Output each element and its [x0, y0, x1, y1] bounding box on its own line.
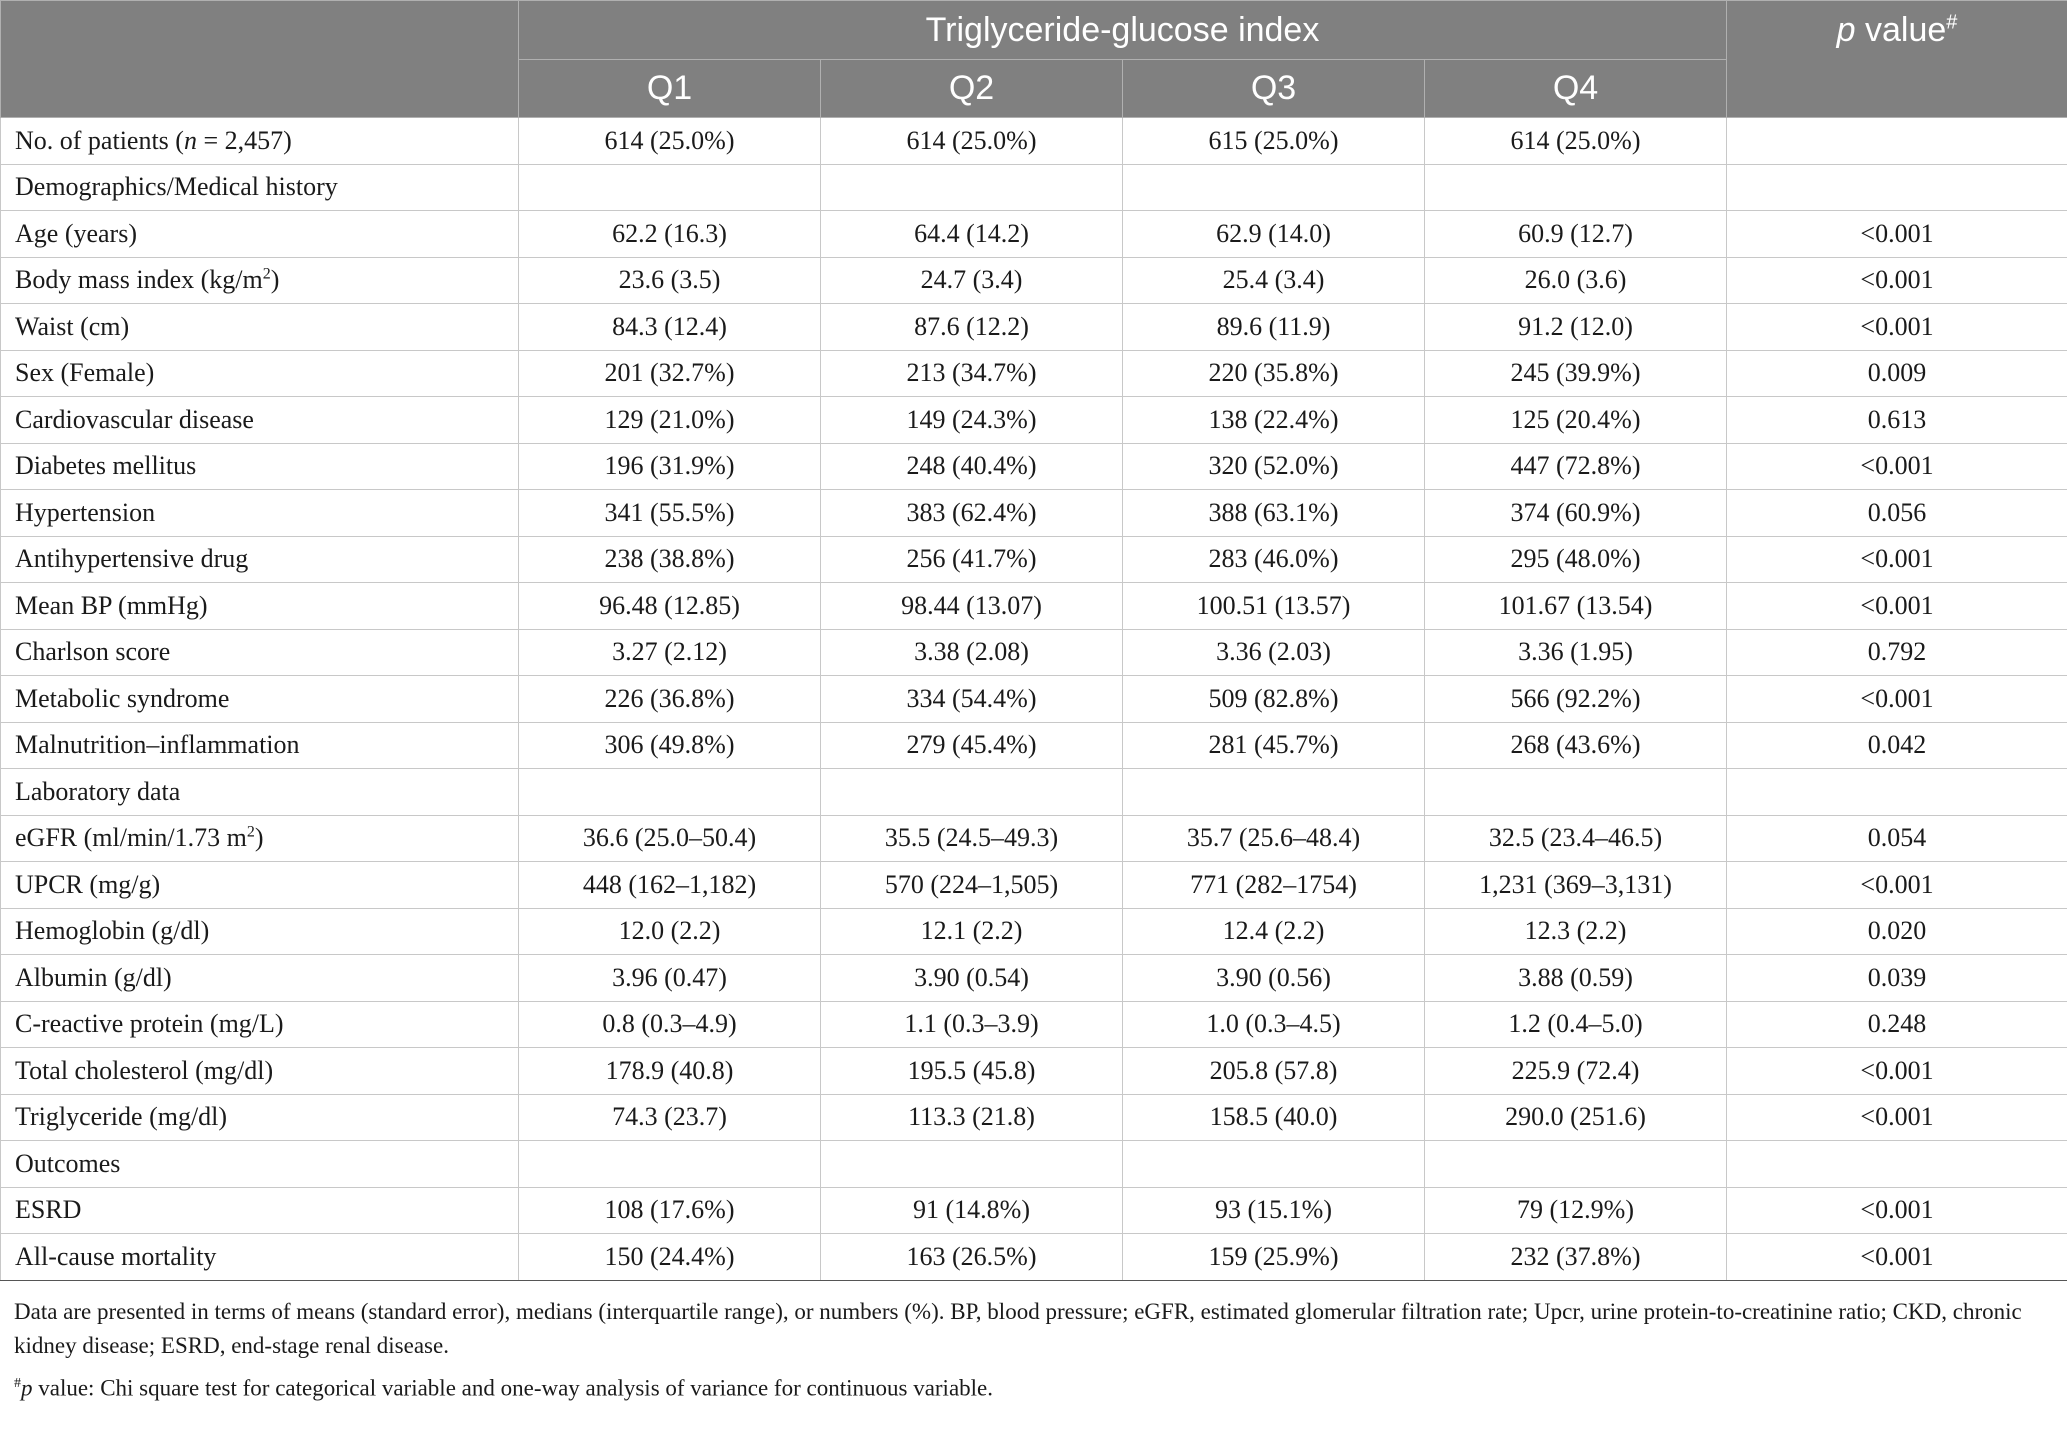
table-row	[1, 629, 2067, 676]
row-label-text: eGFR (ml/min/1.73 m	[15, 823, 247, 853]
cell-p-value: 0.020	[1727, 908, 2067, 955]
cell-q1: 74.3 (23.7)	[519, 1094, 821, 1141]
table-row	[1, 1048, 2067, 1095]
cell-q2: 383 (62.4%)	[821, 490, 1123, 537]
cell-q2	[821, 1141, 1123, 1188]
cell-q2: 64.4 (14.2)	[821, 211, 1123, 258]
row-label-text: Total cholesterol (mg/dl)	[15, 1055, 274, 1085]
row-label-text: Albumin (g/dl)	[15, 962, 172, 992]
table-row	[1, 722, 2067, 769]
row-label	[1, 443, 519, 490]
row-label	[1, 815, 519, 862]
row-label	[1, 304, 519, 351]
cell-q1: 12.0 (2.2)	[519, 908, 821, 955]
header-q3: Q3	[1123, 60, 1425, 118]
cell-q2: 256 (41.7%)	[821, 536, 1123, 583]
row-label	[1, 490, 519, 537]
p-label-rest: value	[1855, 11, 1947, 49]
cell-q3: 62.9 (14.0)	[1123, 211, 1425, 258]
cell-q1: 36.6 (25.0–50.4)	[519, 815, 821, 862]
cell-q3: 159 (25.9%)	[1123, 1234, 1425, 1281]
cell-q2: 149 (24.3%)	[821, 397, 1123, 444]
cell-q4: 12.3 (2.2)	[1425, 908, 1727, 955]
row-label	[1, 955, 519, 1002]
cell-q3: 388 (63.1%)	[1123, 490, 1425, 537]
cell-q2: 213 (34.7%)	[821, 350, 1123, 397]
cell-p-value	[1727, 164, 2067, 211]
row-label	[1, 397, 519, 444]
row-label	[1, 211, 519, 258]
table-row	[1, 1094, 2067, 1141]
row-label-text: Cardiovascular disease	[15, 404, 254, 434]
row-label	[1, 722, 519, 769]
row-label	[1, 257, 519, 304]
cell-q2	[821, 769, 1123, 816]
cell-q2: 35.5 (24.5–49.3)	[821, 815, 1123, 862]
cell-q3: 1.0 (0.3–4.5)	[1123, 1001, 1425, 1048]
cell-q4	[1425, 1141, 1727, 1188]
cell-q1: 614 (25.0%)	[519, 118, 821, 165]
footnote-p-text: value: Chi square test for categorical variable and one-way analysis of variance for continuous variable.	[32, 1375, 994, 1401]
cell-q1: 448 (162–1,182)	[519, 862, 821, 909]
cell-q2: 24.7 (3.4)	[821, 257, 1123, 304]
cell-q4: 125 (20.4%)	[1425, 397, 1727, 444]
cell-p-value: <0.001	[1727, 1048, 2067, 1095]
cell-q3	[1123, 769, 1425, 816]
cell-q3: 509 (82.8%)	[1123, 676, 1425, 723]
cell-q4: 245 (39.9%)	[1425, 350, 1727, 397]
cell-q4: 60.9 (12.7)	[1425, 211, 1727, 258]
table-row	[1, 862, 2067, 909]
footnote-abbreviations: Data are presented in terms of means (standard error), medians (interquartile range), or numbers (%). BP, blood pressure; eGFR, estimated glomerular filtration rate; Upcr, urine protein-to-creatinine ratio; CKD, chronic kidney disease; ESRD, end-stage renal disease.	[14, 1298, 2022, 1358]
cell-q2: 614 (25.0%)	[821, 118, 1123, 165]
cell-q1: 62.2 (16.3)	[519, 211, 821, 258]
cell-q4: 3.88 (0.59)	[1425, 955, 1727, 1002]
cell-q1: 108 (17.6%)	[519, 1187, 821, 1234]
footnote-mark: #	[14, 1375, 21, 1391]
cell-p-value: 0.613	[1727, 397, 2067, 444]
cell-q4: 447 (72.8%)	[1425, 443, 1727, 490]
cell-q2: 163 (26.5%)	[821, 1234, 1123, 1281]
cell-q3: 100.51 (13.57)	[1123, 583, 1425, 630]
cell-q4: 1.2 (0.4–5.0)	[1425, 1001, 1727, 1048]
table-row	[1, 397, 2067, 444]
table-row	[1, 1001, 2067, 1048]
cell-q2	[821, 164, 1123, 211]
cell-q4	[1425, 769, 1727, 816]
table-body	[1, 118, 2067, 1281]
cell-q1: 129 (21.0%)	[519, 397, 821, 444]
table-row	[1, 443, 2067, 490]
cell-q2: 12.1 (2.2)	[821, 908, 1123, 955]
table-row	[1, 1187, 2067, 1234]
table-row	[1, 815, 2067, 862]
table-row	[1, 769, 2067, 816]
cell-p-value: <0.001	[1727, 211, 2067, 258]
cell-q1: 96.48 (12.85)	[519, 583, 821, 630]
cell-q1: 0.8 (0.3–4.9)	[519, 1001, 821, 1048]
cell-q3: 12.4 (2.2)	[1123, 908, 1425, 955]
cell-q2: 1.1 (0.3–3.9)	[821, 1001, 1123, 1048]
header-blank-cell	[1, 1, 519, 118]
row-label-superscript: 2	[262, 265, 271, 283]
cell-q4: 374 (60.9%)	[1425, 490, 1727, 537]
cell-p-value: <0.001	[1727, 443, 2067, 490]
row-label	[1, 536, 519, 583]
cell-q3: 220 (35.8%)	[1123, 350, 1425, 397]
row-label-text: Outcomes	[15, 1148, 121, 1178]
row-label-text: All-cause mortality	[15, 1241, 217, 1271]
row-label-text: Hemoglobin (g/dl)	[15, 916, 210, 946]
row-label	[1, 908, 519, 955]
cell-q1	[519, 769, 821, 816]
cell-q2: 3.38 (2.08)	[821, 629, 1123, 676]
cell-q4: 566 (92.2%)	[1425, 676, 1727, 723]
row-label-tail: = 2,457)	[196, 125, 292, 155]
cell-q3: 35.7 (25.6–48.4)	[1123, 815, 1425, 862]
row-label	[1, 862, 519, 909]
cell-q4: 290.0 (251.6)	[1425, 1094, 1727, 1141]
row-label	[1, 629, 519, 676]
cell-q1: 238 (38.8%)	[519, 536, 821, 583]
row-label-tail: )	[254, 823, 264, 853]
cell-q1: 306 (49.8%)	[519, 722, 821, 769]
cell-q3: 89.6 (11.9)	[1123, 304, 1425, 351]
row-label-text: C-reactive protein (mg/L)	[15, 1009, 284, 1039]
row-label-text: No. of patients (	[15, 125, 184, 155]
table-row	[1, 304, 2067, 351]
cell-p-value	[1727, 1141, 2067, 1188]
cell-q4: 26.0 (3.6)	[1425, 257, 1727, 304]
table-row	[1, 583, 2067, 630]
table-row	[1, 257, 2067, 304]
cell-p-value: 0.056	[1727, 490, 2067, 537]
cell-q4: 225.9 (72.4)	[1425, 1048, 1727, 1095]
cell-q4: 295 (48.0%)	[1425, 536, 1727, 583]
cell-q2: 570 (224–1,505)	[821, 862, 1123, 909]
cell-p-value	[1727, 769, 2067, 816]
cell-q3: 93 (15.1%)	[1123, 1187, 1425, 1234]
table-row	[1, 536, 2067, 583]
row-label-text: Laboratory data	[15, 776, 181, 806]
table-row	[1, 955, 2067, 1002]
row-label	[1, 583, 519, 630]
row-label-superscript: 2	[246, 823, 255, 841]
cell-p-value: <0.001	[1727, 1094, 2067, 1141]
table-row	[1, 211, 2067, 258]
cell-q1: 178.9 (40.8)	[519, 1048, 821, 1095]
table-row	[1, 164, 2067, 211]
row-label	[1, 1234, 519, 1281]
cell-q2: 91 (14.8%)	[821, 1187, 1123, 1234]
row-label-text: ESRD	[15, 1195, 82, 1225]
cell-q3: 771 (282–1754)	[1123, 862, 1425, 909]
cell-p-value: <0.001	[1727, 862, 2067, 909]
cell-q4	[1425, 164, 1727, 211]
cell-q1	[519, 164, 821, 211]
header-group-label: Triglyceride-glucose index	[519, 1, 1727, 60]
cell-q1: 3.96 (0.47)	[519, 955, 821, 1002]
footnote-p-italic: p	[21, 1375, 33, 1401]
table-row	[1, 1141, 2067, 1188]
table-row	[1, 118, 2067, 165]
cell-q1: 226 (36.8%)	[519, 676, 821, 723]
row-label	[1, 1187, 519, 1234]
row-label-text: Antihypertensive drug	[15, 544, 249, 574]
cell-q1: 84.3 (12.4)	[519, 304, 821, 351]
cell-p-value: <0.001	[1727, 536, 2067, 583]
row-label	[1, 1048, 519, 1095]
row-label-text: Demographics/Medical history	[15, 172, 338, 202]
cell-q1: 3.27 (2.12)	[519, 629, 821, 676]
cell-q1: 201 (32.7%)	[519, 350, 821, 397]
cell-p-value: 0.054	[1727, 815, 2067, 862]
table-row	[1, 350, 2067, 397]
p-italic: p	[1836, 11, 1856, 49]
cell-q2: 195.5 (45.8)	[821, 1048, 1123, 1095]
cell-p-value: <0.001	[1727, 257, 2067, 304]
cell-p-value: 0.042	[1727, 722, 2067, 769]
cell-q4: 614 (25.0%)	[1425, 118, 1727, 165]
cell-q3: 3.36 (2.03)	[1123, 629, 1425, 676]
row-label-text: UPCR (mg/g)	[15, 869, 161, 899]
cell-p-value: <0.001	[1727, 1187, 2067, 1234]
row-label-text: Diabetes mellitus	[15, 451, 197, 481]
cell-q3: 283 (46.0%)	[1123, 536, 1425, 583]
p-label-mark: #	[1946, 11, 1958, 34]
cell-p-value: 0.248	[1727, 1001, 2067, 1048]
row-label	[1, 350, 519, 397]
row-label-italic: n	[183, 125, 197, 155]
cell-q2: 113.3 (21.8)	[821, 1094, 1123, 1141]
row-label-text: Mean BP (mmHg)	[15, 590, 208, 620]
table-header	[1, 1, 2067, 118]
cell-p-value: <0.001	[1727, 304, 2067, 351]
row-label	[1, 1094, 519, 1141]
cell-q3	[1123, 1141, 1425, 1188]
cell-q2: 248 (40.4%)	[821, 443, 1123, 490]
table-row	[1, 676, 2067, 723]
cell-q3	[1123, 164, 1425, 211]
cell-q2: 279 (45.4%)	[821, 722, 1123, 769]
header-q1: Q1	[519, 60, 821, 118]
cell-q1	[519, 1141, 821, 1188]
cell-q2: 3.90 (0.54)	[821, 955, 1123, 1002]
cell-q4: 3.36 (1.95)	[1425, 629, 1727, 676]
cell-q3: 281 (45.7%)	[1123, 722, 1425, 769]
row-label-text: Triglyceride (mg/dl)	[15, 1102, 228, 1132]
row-label-text: Malnutrition–inflammation	[15, 730, 300, 760]
row-label-text: Age (years)	[15, 218, 137, 248]
row-label	[1, 1001, 519, 1048]
cell-q3: 205.8 (57.8)	[1123, 1048, 1425, 1095]
cell-q1: 150 (24.4%)	[519, 1234, 821, 1281]
cell-p-value: <0.001	[1727, 1234, 2067, 1281]
cell-q4: 79 (12.9%)	[1425, 1187, 1727, 1234]
cell-q3: 3.90 (0.56)	[1123, 955, 1425, 1002]
table-row	[1, 908, 2067, 955]
cell-q2: 87.6 (12.2)	[821, 304, 1123, 351]
header-p-value	[1727, 1, 2067, 118]
cell-q1: 341 (55.5%)	[519, 490, 821, 537]
row-label	[1, 164, 519, 211]
cell-q4: 32.5 (23.4–46.5)	[1425, 815, 1727, 862]
cell-q4: 268 (43.6%)	[1425, 722, 1727, 769]
table-row	[1, 1234, 2067, 1281]
row-label	[1, 1141, 519, 1188]
footnote-p-value	[14, 1367, 2055, 1406]
cell-q1: 196 (31.9%)	[519, 443, 821, 490]
cell-p-value	[1727, 118, 2067, 165]
cell-q4: 1,231 (369–3,131)	[1425, 862, 1727, 909]
cell-q4: 91.2 (12.0)	[1425, 304, 1727, 351]
row-label	[1, 769, 519, 816]
row-label	[1, 676, 519, 723]
row-label-text: Metabolic syndrome	[15, 683, 230, 713]
table-row	[1, 490, 2067, 537]
cell-q1: 23.6 (3.5)	[519, 257, 821, 304]
table-footnotes	[0, 1281, 2067, 1406]
cell-q3: 615 (25.0%)	[1123, 118, 1425, 165]
cell-p-value: <0.001	[1727, 676, 2067, 723]
cell-q3: 320 (52.0%)	[1123, 443, 1425, 490]
cell-p-value: <0.001	[1727, 583, 2067, 630]
cell-q3: 25.4 (3.4)	[1123, 257, 1425, 304]
cell-q3: 158.5 (40.0)	[1123, 1094, 1425, 1141]
row-label-text: Charlson score	[15, 637, 171, 667]
header-q4: Q4	[1425, 60, 1727, 118]
cell-q2: 98.44 (13.07)	[821, 583, 1123, 630]
header-q2: Q2	[821, 60, 1123, 118]
cell-q2: 334 (54.4%)	[821, 676, 1123, 723]
row-label-text: Body mass index (kg/m	[15, 265, 263, 295]
row-label	[1, 118, 519, 165]
row-label-text: Sex (Female)	[15, 358, 155, 388]
cell-q4: 101.67 (13.54)	[1425, 583, 1727, 630]
cell-p-value: 0.009	[1727, 350, 2067, 397]
row-label-text: Hypertension	[15, 497, 156, 527]
cell-p-value: 0.039	[1727, 955, 2067, 1002]
cell-q3: 138 (22.4%)	[1123, 397, 1425, 444]
cell-p-value: 0.792	[1727, 629, 2067, 676]
row-label-text: Waist (cm)	[15, 311, 130, 341]
row-label-tail: )	[270, 265, 280, 295]
cell-q4: 232 (37.8%)	[1425, 1234, 1727, 1281]
